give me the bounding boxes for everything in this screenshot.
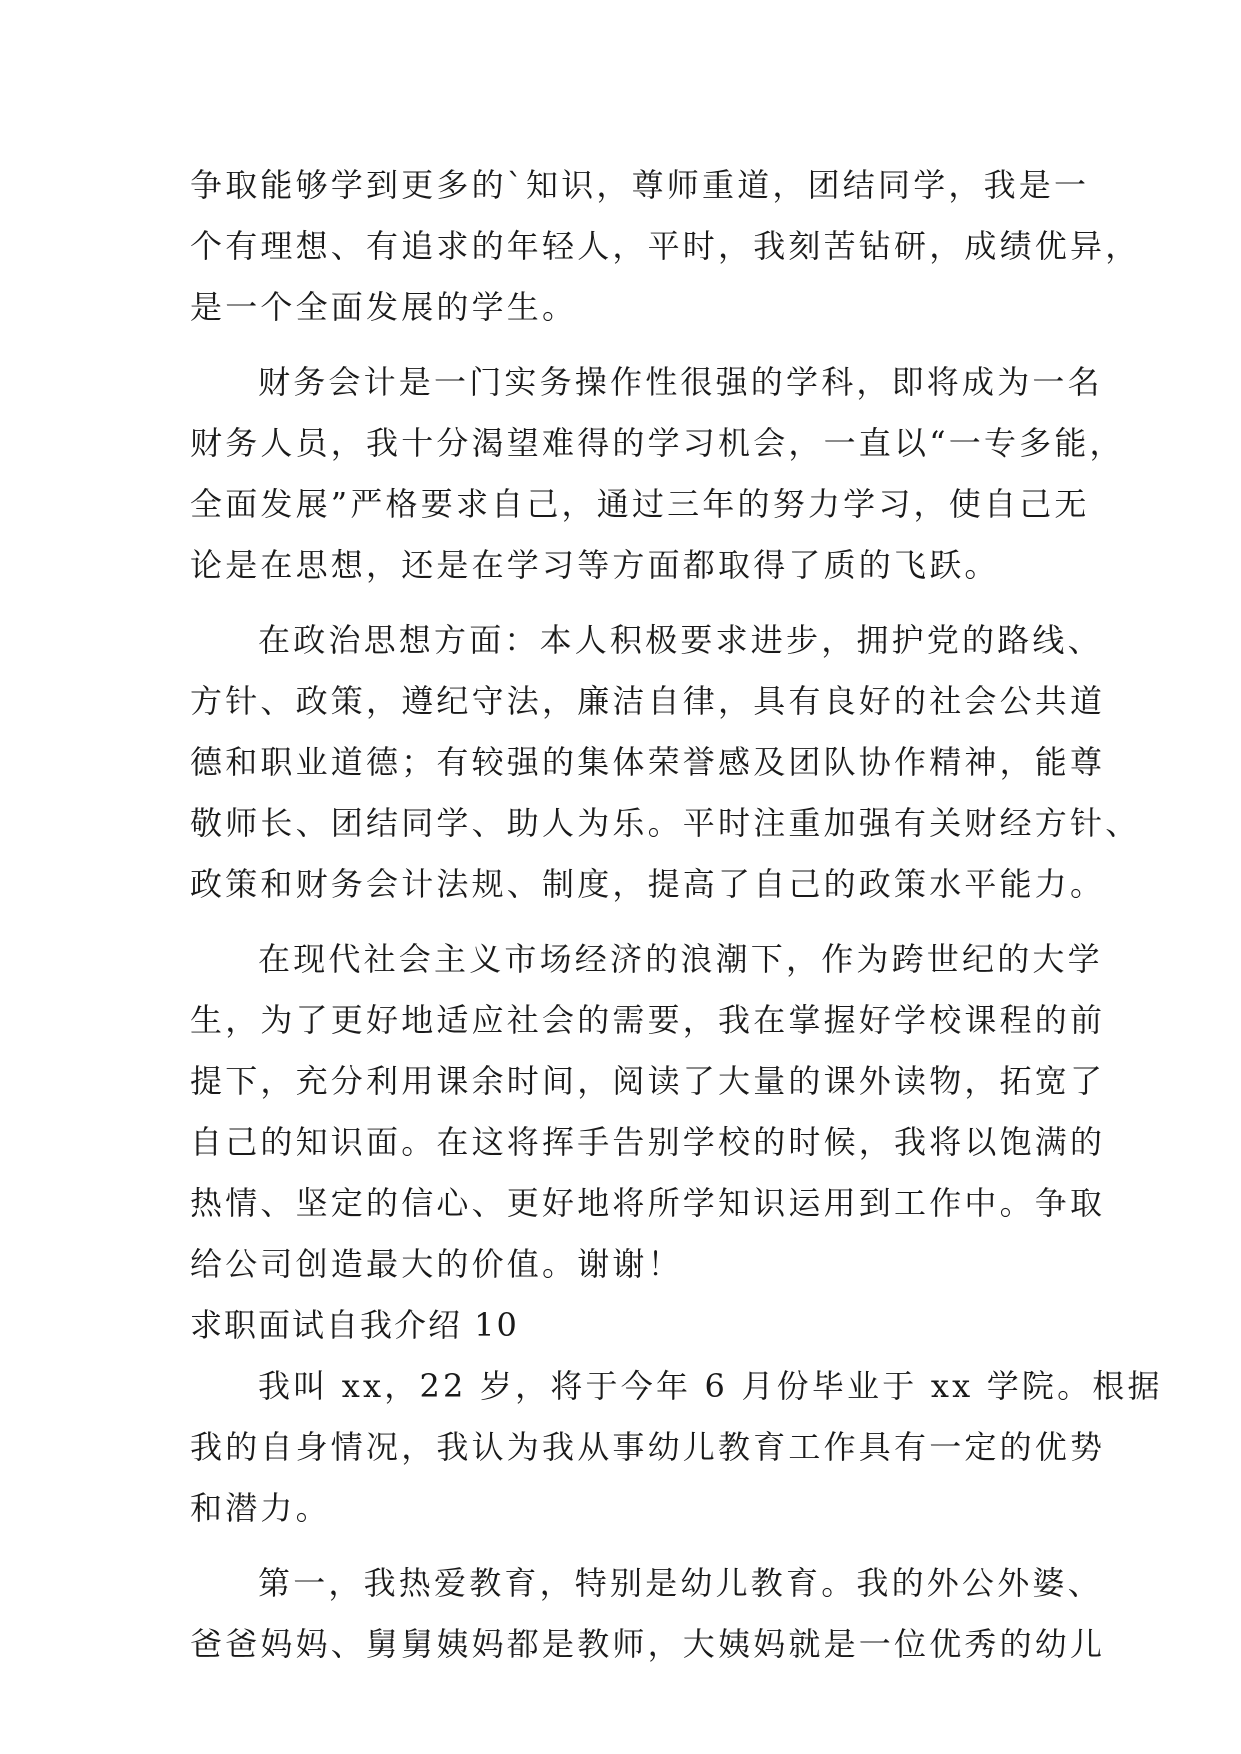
text-line: 全面发展”严格要求自己，通过三年的努力学习，使自己无 bbox=[190, 485, 1090, 523]
text-line: 给公司创造最大的价值。谢谢！ bbox=[190, 1245, 683, 1283]
paragraph-5 bbox=[190, 1356, 1163, 1539]
paragraph-3 bbox=[190, 610, 1141, 915]
paragraph-6 bbox=[190, 1553, 1106, 1675]
text-line: 在现代社会主义市场经济的浪潮下，作为跨世纪的大学 bbox=[258, 940, 1103, 978]
text-line: 在政治思想方面：本人积极要求进步，拥护党的路线、 bbox=[258, 621, 1103, 659]
text-line: 和潜力。 bbox=[190, 1489, 331, 1527]
text-line: 德和职业道德；有较强的集体荣誉感及团队协作精神，能尊 bbox=[190, 743, 1106, 781]
document-body bbox=[190, 155, 1163, 1675]
text-line: 生，为了更好地适应社会的需要，我在掌握好学校课程的前 bbox=[190, 1001, 1106, 1039]
text-line: 政策和财务会计法规、制度，提高了自己的政策水平能力。 bbox=[190, 865, 1106, 903]
text-line: 第一，我热爱教育，特别是幼儿教育。我的外公外婆、 bbox=[258, 1564, 1103, 1602]
text-line: 爸爸妈妈、舅舅姨妈都是教师，大姨妈就是一位优秀的幼儿 bbox=[190, 1625, 1106, 1663]
heading-text: 求职面试自我介绍 10 bbox=[190, 1306, 519, 1344]
text-line: 财务会计是一门实务操作性很强的学科，即将成为一名 bbox=[258, 363, 1103, 401]
text-line: 热情、坚定的信心、更好地将所学知识运用到工作中。争取 bbox=[190, 1184, 1106, 1222]
text-line: 自己的知识面。在这将挥手告别学校的时候，我将以饱满的 bbox=[190, 1123, 1106, 1161]
paragraph-gap bbox=[190, 1539, 1070, 1553]
paragraph-1 bbox=[190, 155, 1141, 338]
text-line: 我叫 xx，22 岁，将于今年 6 月份毕业于 xx 学院。根据 bbox=[258, 1367, 1163, 1405]
paragraph-2 bbox=[190, 352, 1125, 596]
text-line: 是一个全面发展的学生。 bbox=[190, 288, 578, 326]
text-line: 个有理想、有追求的年轻人，平时，我刻苦钻研，成绩优异， bbox=[190, 227, 1141, 265]
text-line: 论是在思想，还是在学习等方面都取得了质的飞跃。 bbox=[190, 546, 1000, 584]
text-line: 敬师长、团结同学、助人为乐。平时注重加强有关财经方针、 bbox=[190, 804, 1141, 842]
text-line: 提下，充分利用课余时间，阅读了大量的课外读物，拓宽了 bbox=[190, 1062, 1106, 1100]
paragraph-gap bbox=[190, 338, 1070, 352]
section-heading bbox=[190, 1295, 1070, 1356]
text-line: 财务人员，我十分渴望难得的学习机会，一直以“一专多能， bbox=[190, 424, 1125, 462]
text-line: 我的自身情况，我认为我从事幼儿教育工作具有一定的优势 bbox=[190, 1428, 1106, 1466]
paragraph-gap bbox=[190, 596, 1070, 610]
paragraph-gap bbox=[190, 915, 1070, 929]
text-line: 争取能够学到更多的`知识，尊师重道，团结同学，我是一 bbox=[190, 166, 1090, 204]
paragraph-4 bbox=[190, 929, 1106, 1295]
text-line: 方针、政策，遵纪守法，廉洁自律，具有良好的社会公共道 bbox=[190, 682, 1106, 720]
